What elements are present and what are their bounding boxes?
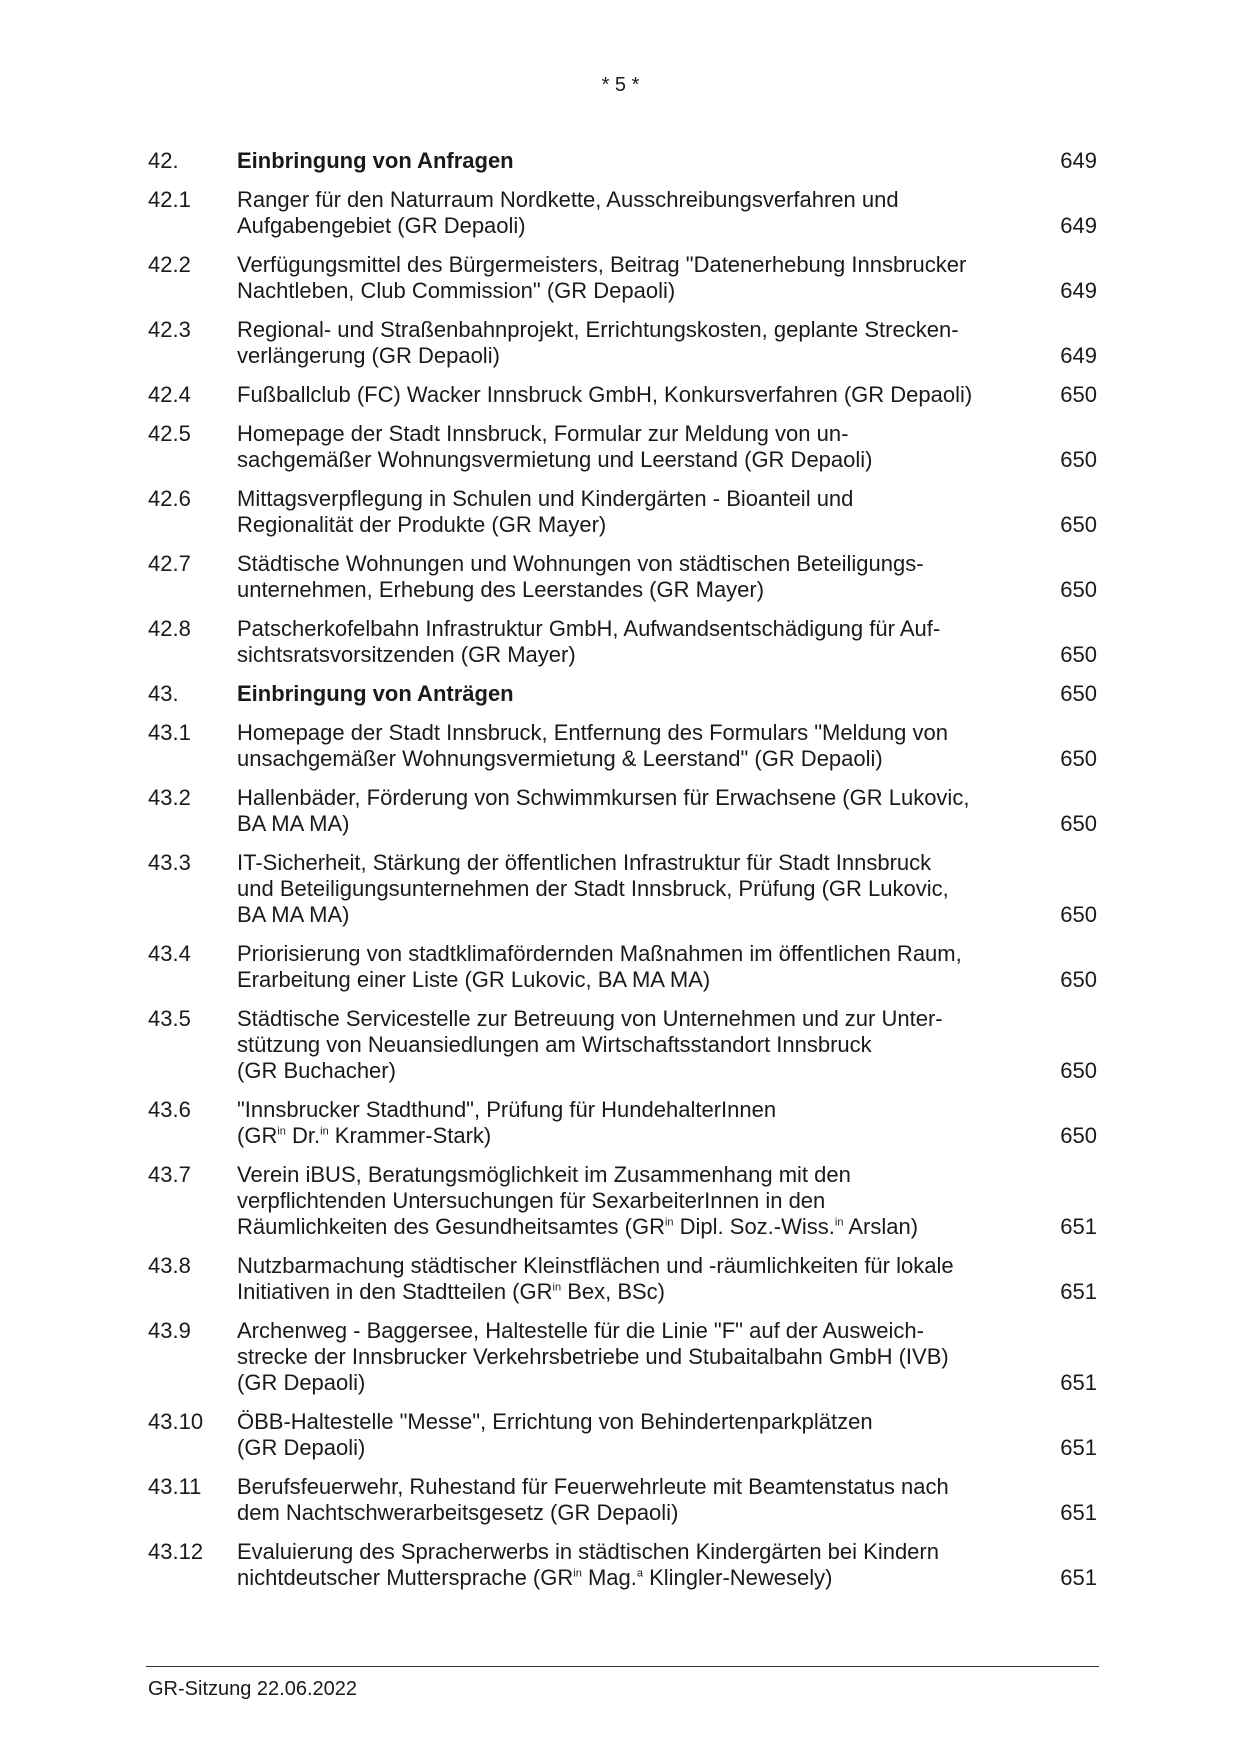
toc-entry bbox=[148, 187, 1097, 239]
toc-entry-title-line: sichtsratsvorsitzenden (GR Mayer) bbox=[237, 642, 576, 667]
toc-entry bbox=[148, 148, 1097, 174]
toc-entry-title-line: Hallenbäder, Förderung von Schwimmkursen für Erwachsene (GR Lukovic, bbox=[237, 785, 970, 810]
toc-entry-page: 649 bbox=[1060, 278, 1097, 303]
toc-entry-title-line: (GR Depaoli) bbox=[237, 1370, 366, 1395]
toc-entry-number: 43.7 bbox=[148, 1162, 191, 1187]
toc-entry bbox=[148, 551, 1097, 603]
toc-entry-number: 43. bbox=[148, 681, 179, 706]
toc-entry-title-line: BA MA MA) bbox=[237, 811, 350, 836]
toc-entry-page: 650 bbox=[1060, 902, 1097, 927]
toc-entry-page: 651 bbox=[1060, 1370, 1097, 1395]
toc-entry-page: 651 bbox=[1060, 1565, 1097, 1590]
toc-entry-title bbox=[237, 850, 1027, 928]
toc-entry-number: 43.8 bbox=[148, 1253, 191, 1278]
toc-entry-title-line: Homepage der Stadt Innsbruck, Entfernung des Formulars "Meldung von bbox=[237, 720, 948, 745]
toc-entry-title-line: verlängerung (GR Depaoli) bbox=[237, 343, 500, 368]
toc-entry-number: 43.4 bbox=[148, 941, 191, 966]
toc-entry bbox=[148, 1539, 1097, 1591]
toc-entry-number: 43.5 bbox=[148, 1006, 191, 1031]
toc-entry-title-line: Archenweg - Baggersee, Haltestelle für die Linie "F" auf der Ausweich- bbox=[237, 1318, 924, 1343]
toc-entry-page: 650 bbox=[1060, 447, 1097, 472]
toc-entry bbox=[148, 421, 1097, 473]
toc-entry-title-line: Regional- und Straßenbahnprojekt, Errichtungskosten, geplante Strecken- bbox=[237, 317, 959, 342]
toc-entry-number: 42.1 bbox=[148, 187, 191, 212]
toc-entry-page: 650 bbox=[1060, 512, 1097, 537]
toc-entry-title bbox=[237, 1006, 1027, 1084]
toc-entry-page: 650 bbox=[1060, 681, 1097, 706]
toc-entry-title-line: unsachgemäßer Wohnungsvermietung & Leerstand" (GR Depaoli) bbox=[237, 746, 883, 771]
toc-entry-title bbox=[237, 1253, 1027, 1305]
toc-entry-number: 43.6 bbox=[148, 1097, 191, 1122]
toc-entry-title-line: sachgemäßer Wohnungsvermietung und Leerstand (GR Depaoli) bbox=[237, 447, 873, 472]
toc-entry-title-line: Berufsfeuerwehr, Ruhestand für Feuerwehrleute mit Beamtenstatus nach bbox=[237, 1474, 949, 1499]
toc-entry-title bbox=[237, 486, 1027, 538]
toc-entry-title bbox=[237, 1474, 1027, 1526]
toc-entry-number: 42.8 bbox=[148, 616, 191, 641]
toc-entry-number: 42.2 bbox=[148, 252, 191, 277]
toc-entry-title-line: Nachtleben, Club Commission" (GR Depaoli) bbox=[237, 278, 676, 303]
footer-divider bbox=[146, 1666, 1099, 1667]
toc-entry-title bbox=[237, 785, 1027, 837]
toc-entry-page: 650 bbox=[1060, 1123, 1097, 1148]
toc-entry-title-line: Erarbeitung einer Liste (GR Lukovic, BA MA MA) bbox=[237, 967, 711, 992]
toc-entry-title bbox=[237, 681, 1027, 707]
toc-entry-title-line: Mittagsverpflegung in Schulen und Kindergärten - Bioanteil und bbox=[237, 486, 854, 511]
toc-entry-title-line: unternehmen, Erhebung des Leerstandes (GR Mayer) bbox=[237, 577, 765, 602]
toc-entry-page: 650 bbox=[1060, 746, 1097, 771]
toc-entry-number: 42. bbox=[148, 148, 179, 173]
toc-entry bbox=[148, 252, 1097, 304]
toc-entry-page: 651 bbox=[1060, 1279, 1097, 1304]
toc-entry-number: 43.11 bbox=[148, 1474, 202, 1499]
toc-entry-number: 43.10 bbox=[148, 1409, 204, 1434]
toc-entry bbox=[148, 1097, 1097, 1149]
toc-entry-title-line: Regionalität der Produkte (GR Mayer) bbox=[237, 512, 607, 537]
toc-entry-title-line: ($GR^{in}$ Dr.$^{in}$ Krammer-Stark) bbox=[237, 1123, 492, 1148]
toc-entry-title bbox=[237, 252, 1027, 304]
toc-entry-page: 651 bbox=[1060, 1214, 1097, 1239]
toc-entry-title-line: Städtische Servicestelle zur Betreuung von Unternehmen und zur Unter- bbox=[237, 1006, 943, 1031]
toc-entry-page: 650 bbox=[1060, 1058, 1097, 1083]
toc-entry-title-line: Städtische Wohnungen und Wohnungen von städtischen Beteiligungs- bbox=[237, 551, 924, 576]
toc-entry-title-line: (GR Depaoli) bbox=[237, 1435, 366, 1460]
toc-entry-page: 651 bbox=[1060, 1500, 1097, 1525]
toc-entry-title-line: Einbringung von Anfragen bbox=[237, 148, 514, 173]
toc-entry-title bbox=[237, 1539, 1027, 1591]
footer-text: GR-Sitzung 22.06.2022 bbox=[148, 1678, 358, 1700]
toc-entry-title bbox=[237, 187, 1027, 239]
toc-entry-title-line: verpflichtenden Untersuchungen für SexarbeiterInnen in den bbox=[237, 1188, 826, 1213]
toc-entry-title bbox=[237, 1162, 1027, 1240]
toc-entry-number: 42.3 bbox=[148, 317, 191, 342]
toc-entry-title bbox=[237, 720, 1027, 772]
toc-entry-title-line: und Beteiligungsunternehmen der Stadt Innsbruck, Prüfung (GR Lukovic, bbox=[237, 876, 949, 901]
toc-entry-page: 650 bbox=[1060, 642, 1097, 667]
toc-entry-title bbox=[237, 616, 1027, 668]
toc-entry-title-line: Patscherkofelbahn Infrastruktur GmbH, Aufwandsentschädigung für Auf- bbox=[237, 616, 941, 641]
toc-entry-page: 649 bbox=[1060, 148, 1097, 173]
toc-entry-title bbox=[237, 421, 1027, 473]
toc-entry bbox=[148, 616, 1097, 668]
toc-entry-title-line: Verfügungsmittel des Bürgermeisters, Beitrag "Datenerhebung Innsbrucker bbox=[237, 252, 967, 277]
toc-entry bbox=[148, 1162, 1097, 1240]
toc-entry-title bbox=[237, 1097, 1027, 1149]
toc-entry-page: 650 bbox=[1060, 382, 1097, 407]
toc-entry-page: 649 bbox=[1060, 343, 1097, 368]
table-of-contents bbox=[148, 148, 1097, 1604]
toc-entry-title-line: IT-Sicherheit, Stärkung der öffentlichen Infrastruktur für Stadt Innsbruck bbox=[237, 850, 932, 875]
toc-entry-number: 42.4 bbox=[148, 382, 191, 407]
toc-entry bbox=[148, 317, 1097, 369]
toc-entry bbox=[148, 1006, 1097, 1084]
toc-entry-title-line: Nutzbarmachung städtischer Kleinstflächen und -räumlichkeiten für lokale bbox=[237, 1253, 954, 1278]
toc-entry-page: 650 bbox=[1060, 967, 1097, 992]
toc-entry-title bbox=[237, 1318, 1027, 1396]
toc-entry-number: 43.1 bbox=[148, 720, 191, 745]
toc-entry bbox=[148, 785, 1097, 837]
toc-entry-title-line: Räumlichkeiten des Gesundheitsamtes ($GR^{in}$ Dipl. Soz.-Wiss.$^{in}$ Arslan) bbox=[237, 1214, 919, 1239]
toc-entry-title-line: strecke der Innsbrucker Verkehrsbetriebe und Stubaitalbahn GmbH (IVB) bbox=[237, 1344, 949, 1369]
toc-entry-title-line: Aufgabengebiet (GR Depaoli) bbox=[237, 213, 526, 238]
toc-entry-title-line: Fußballclub (FC) Wacker Innsbruck GmbH, Konkursverfahren (GR Depaoli) bbox=[237, 382, 973, 407]
toc-entry-number: 43.12 bbox=[148, 1539, 204, 1564]
toc-entry bbox=[148, 941, 1097, 993]
toc-entry bbox=[148, 681, 1097, 707]
toc-entry-title-line: "Innsbrucker Stadthund", Prüfung für HundehalterInnen bbox=[237, 1097, 777, 1122]
toc-entry-title-line: BA MA MA) bbox=[237, 902, 350, 927]
toc-entry-title-line: Evaluierung des Spracherwerbs in städtischen Kindergärten bei Kindern bbox=[237, 1539, 939, 1564]
toc-entry-title-line: Verein iBUS, Beratungsmöglichkeit im Zusammenhang mit den bbox=[237, 1162, 851, 1187]
toc-entry-number: 42.5 bbox=[148, 421, 191, 446]
toc-entry-title-line: Einbringung von Anträgen bbox=[237, 681, 514, 706]
toc-entry bbox=[148, 1409, 1097, 1461]
toc-entry bbox=[148, 1253, 1097, 1305]
toc-entry-title bbox=[237, 551, 1027, 603]
toc-entry-title-line: ÖBB-Haltestelle "Messe", Errichtung von Behindertenparkplätzen bbox=[237, 1409, 873, 1434]
toc-entry-page: 649 bbox=[1060, 213, 1097, 238]
toc-entry bbox=[148, 486, 1097, 538]
toc-entry bbox=[148, 1318, 1097, 1396]
toc-entry bbox=[148, 720, 1097, 772]
toc-entry bbox=[148, 382, 1097, 408]
toc-entry-title bbox=[237, 382, 1027, 408]
toc-entry-title-line: (GR Buchacher) bbox=[237, 1058, 396, 1083]
toc-entry-title-line: nichtdeutscher Muttersprache ($GR^{in}$ Mag.$^a$ Klingler-Newesely) bbox=[237, 1565, 833, 1590]
page-number: * 5 * bbox=[601, 74, 640, 96]
toc-entry bbox=[148, 1474, 1097, 1526]
toc-entry-number: 42.7 bbox=[148, 551, 191, 576]
toc-entry-title-line: dem Nachtschwerarbeitsgesetz (GR Depaoli) bbox=[237, 1500, 679, 1525]
toc-entry-page: 650 bbox=[1060, 811, 1097, 836]
toc-entry-title-line: Homepage der Stadt Innsbruck, Formular zur Meldung von un- bbox=[237, 421, 849, 446]
toc-entry-title bbox=[237, 148, 1027, 174]
toc-entry-number: 43.9 bbox=[148, 1318, 191, 1343]
toc-entry-number: 43.2 bbox=[148, 785, 191, 810]
toc-entry-title bbox=[237, 941, 1027, 993]
toc-entry-page: 650 bbox=[1060, 577, 1097, 602]
toc-entry-title-line: Ranger für den Naturraum Nordkette, Ausschreibungsverfahren und bbox=[237, 187, 899, 212]
toc-entry-number: 42.6 bbox=[148, 486, 191, 511]
toc-entry-title-line: Initiativen in den Stadtteilen ($GR^{in}$ Bex, BSc) bbox=[237, 1279, 665, 1304]
toc-entry-title-line: stützung von Neuansiedlungen am Wirtschaftsstandort Innsbruck bbox=[237, 1032, 872, 1057]
toc-entry-title bbox=[237, 317, 1027, 369]
toc-entry-page: 651 bbox=[1060, 1435, 1097, 1460]
toc-entry-number: 43.3 bbox=[148, 850, 191, 875]
toc-entry-title-line: Priorisierung von stadtklimafördernden Maßnahmen im öffentlichen Raum, bbox=[237, 941, 962, 966]
toc-entry bbox=[148, 850, 1097, 928]
toc-entry-title bbox=[237, 1409, 1027, 1461]
